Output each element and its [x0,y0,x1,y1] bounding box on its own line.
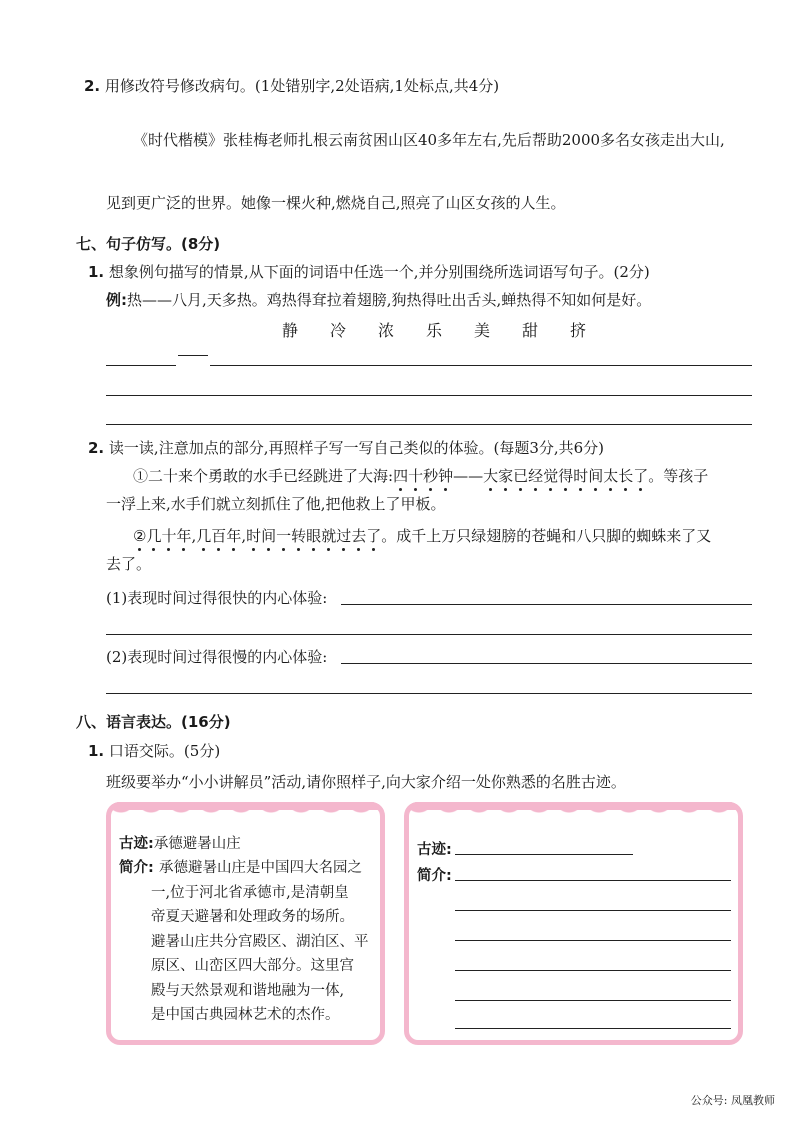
intro-label: 简介: [417,868,452,884]
dotted-text: 四十秒钟 [393,467,454,485]
s8-q1-prompt [88,741,220,761]
word-choice: 挤 [569,321,586,340]
intro-line: 殿与天然景观和谐地融为一体, [151,982,345,999]
card-scallop-decor [106,802,385,826]
question-text: 口语交际。(5分) [108,742,221,760]
answer-blank-word[interactable] [106,365,176,366]
example-text: 热——八月,天多热。鸡热得耷拉着翅膀,狗热得吐出舌头,蝉热得不知如何是好。 [127,291,652,309]
intro-label: 简介: [119,860,154,876]
answer-line[interactable] [106,395,752,396]
answer-line[interactable] [106,424,752,425]
question-number: 2. [88,439,105,457]
question-number: 2. [84,77,101,95]
sub-question-1: (1)表现时间过得很快的内心体验: [106,589,328,607]
answer-line[interactable] [210,365,752,366]
intro-answer-line[interactable] [455,910,731,911]
answer-dash [178,355,208,356]
card-scallop-decor [404,802,743,826]
intro-line: 原区、山峦区四大部分。这里宫 [151,958,354,974]
example-card [106,802,385,1045]
passage-1-line-1 [133,466,708,486]
word-choice: 乐 [425,321,442,340]
intro-answer-line[interactable] [455,1028,731,1029]
site-answer-line[interactable] [455,854,633,855]
example-label: 例: [106,291,127,309]
passage-1-line-2: 一浮上来,水手们就立刻抓住了他,把他救上了甲板。 [106,495,446,513]
intro-answer-line[interactable] [455,1000,731,1001]
intro-answer-line[interactable] [455,940,731,941]
sick-sentence-line-1: 《时代楷模》张桂梅老师扎根云南贫困山区40多年左右,先后帮助2000多名女孩走出大山, [133,131,725,149]
q2-edit-prompt [84,76,499,96]
passage-2-line-2: 去了。 [106,555,152,573]
answer-card [404,802,743,1045]
word-choice: 静 [281,321,298,340]
s7-q1-example [106,290,651,310]
passage-2-line-1 [133,526,711,546]
site-label: 古迹: [417,842,452,858]
intro-answer-line[interactable] [455,880,731,881]
intro-answer-line[interactable] [455,970,731,971]
dotted-text: ②几十年,几百年,时间一转眼就过去了 [133,527,382,545]
passage-text: ①二十来个勇敢的水手已经跳进了大海: [133,467,394,485]
intro-line: 一,位于河北省承德市,是清朝皇 [151,884,349,901]
s8-intro: 班级要举办“小小讲解员”活动,请你照样子,向大家介绍一处你熟悉的名胜古迹。 [106,773,626,791]
sick-sentence-line-2: 见到更广泛的世界。她像一棵火种,燃烧自己,照亮了山区女孩的人生。 [106,194,566,212]
word-choice: 冷 [329,321,346,340]
s7-q2-prompt [88,438,604,458]
dotted-text: 大家已经觉得时间太长了 [483,467,649,485]
sub-question-2: (2)表现时间过得很慢的内心体验: [106,648,328,666]
section-7-title: 七、句子仿写。(8分) [76,235,221,253]
intro-line: 避暑山庄共分宫殿区、湖泊区、平 [151,933,369,950]
question-text: 读一读,注意加点的部分,再照样子写一写自己类似的体验。(每题3分,共6分) [108,439,605,457]
answer-line[interactable] [341,604,752,605]
s7-q1-prompt [88,262,650,282]
passage-text: 。成千上万只绿翅膀的苍蝇和八只脚的蜘蛛来了又 [381,527,712,545]
word-choices [266,318,602,341]
word-choice: 甜 [521,321,538,340]
site-value: 承德避暑山庄 [153,836,241,852]
answer-line[interactable] [106,693,752,694]
site-row [119,832,241,857]
word-choice: 美 [473,321,490,340]
question-number: 1. [88,263,105,281]
site-label: 古迹: [119,836,154,852]
intro-line: 帝夏天避暑和处理政务的场所。 [151,909,354,925]
word-choice: 浓 [377,321,394,340]
intro-line: 是中国古典园林艺术的杰作。 [151,1007,340,1023]
intro-line: 承德避暑山庄是中国四大名园之 [159,860,362,876]
question-text: 想象例句描写的情景,从下面的词语中任选一个,并分别围绕所选词语写句子。(2分) [108,263,650,281]
question-number: 1. [88,742,105,760]
question-text: 用修改符号修改病句。(1处错别字,2处语病,1处标点,共4分) [104,77,500,95]
footer-watermark: 公众号: 凤凰教师 [690,1094,775,1107]
passage-text: 。等孩子 [648,467,709,485]
answer-line[interactable] [106,634,752,635]
passage-dash: —— [453,467,484,485]
answer-line[interactable] [341,663,752,664]
section-8-title: 八、语言表达。(16分) [76,713,231,731]
